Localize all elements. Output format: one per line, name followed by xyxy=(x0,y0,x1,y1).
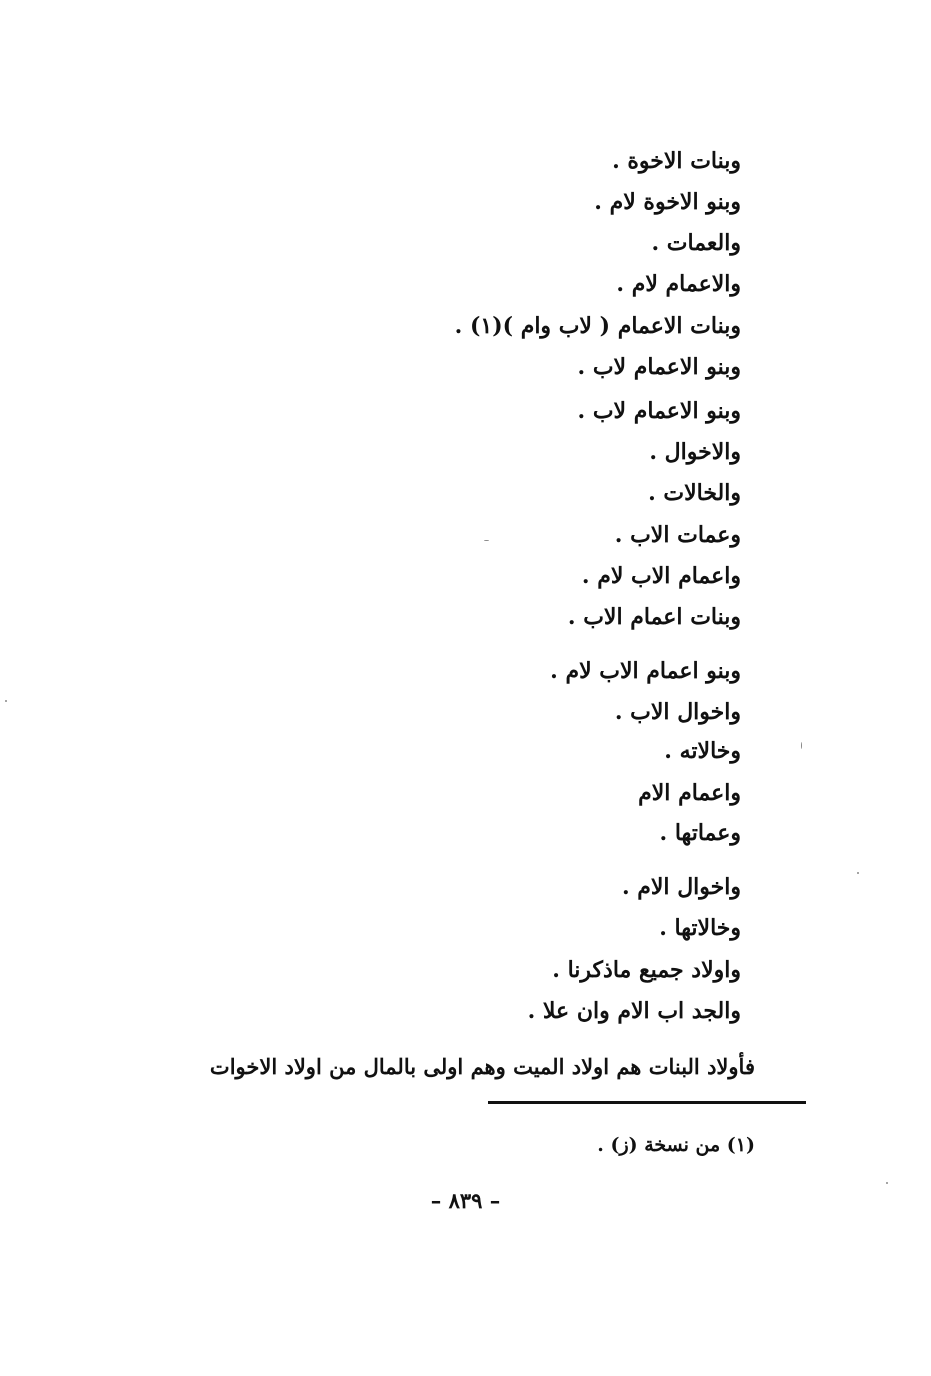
list-entry: والاعمام لام . xyxy=(616,271,741,297)
list-entry: وخالاته . xyxy=(664,738,741,764)
list-entry: واعمام الام xyxy=(638,780,741,806)
page-number: – ٨٣٩ – xyxy=(430,1188,501,1213)
scan-speck xyxy=(886,1182,888,1184)
scan-speck xyxy=(5,700,7,702)
list-entry: واولاد جميع ماذكرنا . xyxy=(552,957,741,983)
list-entry: واعمام الاب لام . xyxy=(581,563,741,589)
list-entry: وبنو الاعمام لاب . xyxy=(577,354,741,380)
list-entry: وعمات الاب . xyxy=(614,522,741,548)
list-entry: والعمات . xyxy=(651,230,741,256)
scan-speck xyxy=(857,872,859,874)
footnote-separator xyxy=(488,1101,806,1104)
closing-paragraph-line: فأولاد البنات هم اولاد الميت وهم اولى بالمال من اولاد الاخوات xyxy=(209,1054,755,1079)
list-entry: وبنو اعمام الاب لام . xyxy=(550,658,741,684)
list-entry: وبنو الاخوة لام . xyxy=(594,189,741,215)
list-entry: واخوال الاب . xyxy=(614,699,741,725)
list-entry: وبنات الاخوة . xyxy=(612,148,741,174)
list-entry: وخالاتها . xyxy=(659,915,741,941)
scan-speck xyxy=(801,742,802,749)
footnote: (١) من نسخة (ز) . xyxy=(597,1134,755,1156)
list-entry: واخوال الام . xyxy=(621,874,741,900)
list-entry: وبنات الاعمام ( لاب وام )(١) . xyxy=(454,313,741,339)
list-entry: والخالات . xyxy=(648,480,741,506)
list-entry: وبنو الاعمام لاب . xyxy=(577,398,741,424)
list-entry: وبنات اعمام الاب . xyxy=(567,604,741,630)
list-entry: وعماتها . xyxy=(659,820,741,846)
list-entry: والاخوال . xyxy=(649,439,741,465)
scan-speck xyxy=(484,540,489,541)
list-entry: والجد اب الام وان علا . xyxy=(527,998,741,1024)
